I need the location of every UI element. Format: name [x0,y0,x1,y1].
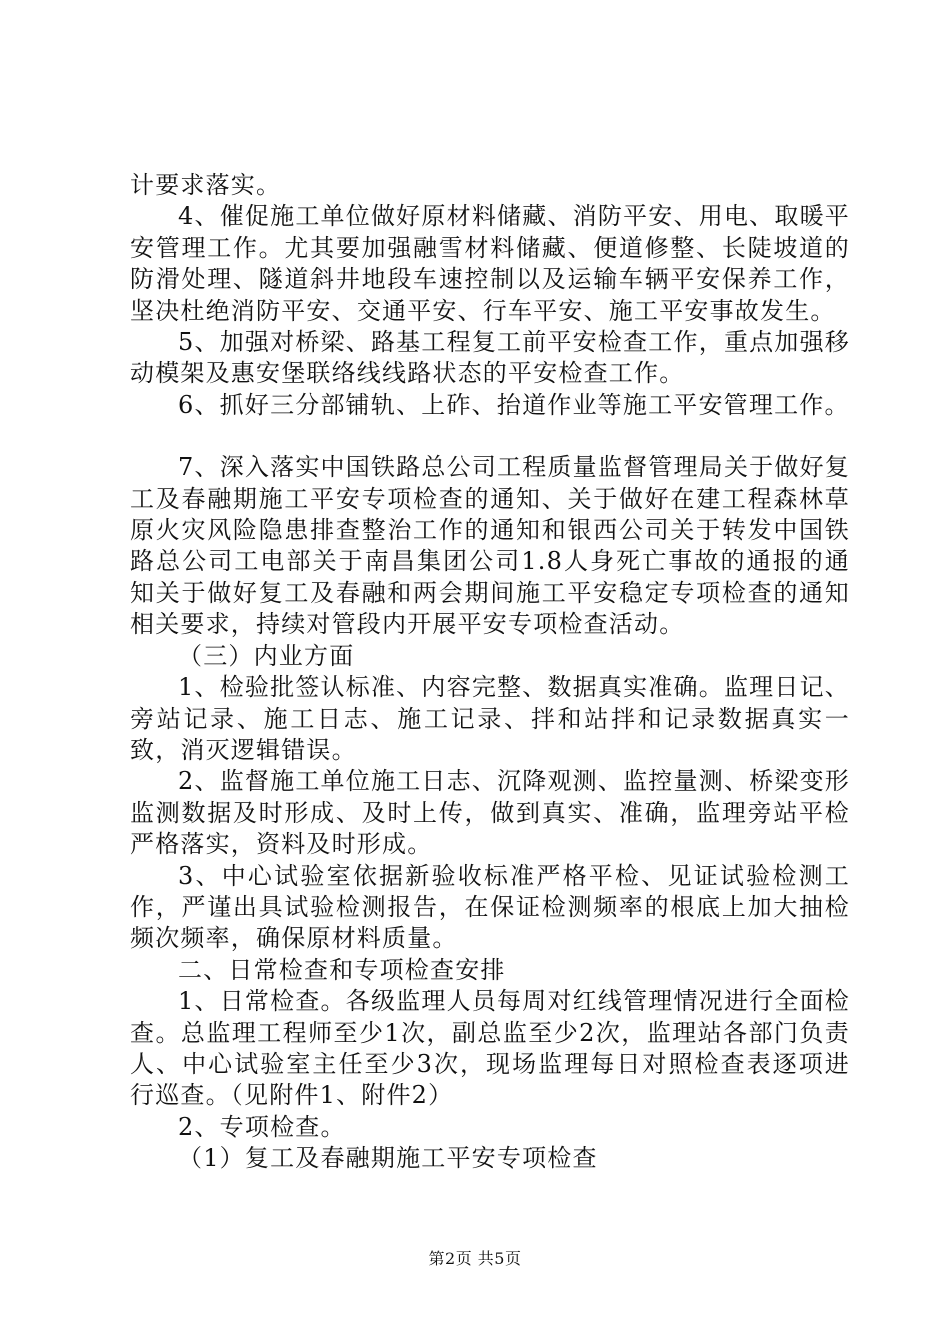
paragraph-item-5: 5、加强对桥梁、路基工程复工前平安检查工作，重点加强移动模架及惠安堡联络线线路状态的平安检查工作。 [130,328,850,388]
paragraph-item-6: 6、抓好三分部铺轨、上砟、抬道作业等施工平安管理工作。 [178,390,850,419]
paragraph-special-inspection: 2、专项检查。 [178,1112,346,1141]
paragraph-special-inspection-1: （1）复工及春融期施工平安专项检查 [178,1144,598,1173]
paragraph-continuation: 计要求落实。 [130,171,282,199]
paragraph-internal-1: 1、检验批签认标准、内容完整、数据真实准确。监理日记、旁站记录、施工日志、施工记录、拌和站拌和记录数据真实一致，消灭逻辑错误。 [130,673,850,764]
paragraph-internal-3: 3、中心试验室依据新验收标准严格平检、见证试验检测工作，严谨出具试验检测报告，在保证检测频率的根底上加大抽检频次频率，确保原材料质量。 [130,861,850,953]
paragraph-item-7: 7、深入落实中国铁路总公司工程质量监督管理局关于做好复工及春融期施工平安专项检查的通知、关于做好在建工程森林草原火灾风险隐患排查整治工作的通知和银西公司关于转发中国铁路总公司工电部关于南昌集团公司1.8人身死亡事故的通报的通知关于做好复工及春融和两会期间施工平安稳定专项检查的通知相关要求，持续对管段内开展平安专项检查活动。 [130,453,850,639]
document-body [130,170,850,1175]
page-number: 第2页 共5页 [428,1249,522,1268]
paragraph-internal-2: 2、监督施工单位施工日志、沉降观测、监控量测、桥梁变形监测数据及时形成、及时上传，做到真实、准确，监理旁站平检严格落实，资料及时形成。 [130,767,850,859]
page-footer [0,1246,950,1269]
section-heading-inspections: 二、日常检查和专项检查安排 [178,955,506,984]
paragraph-item-4: 4、催促施工单位做好原材料储藏、消防平安、用电、取暖平安管理工作。尤其要加强融雪材料储藏、便道修整、长陡坡道的防滑处理、隧道斜井地段车速控制以及运输车辆平安保养工作，坚决杜绝消防平安、交通平安、行车平安、施工平安事故发生。 [130,202,850,325]
section-heading-internal: （三）内业方面 [178,641,355,670]
paragraph-daily-inspection: 1、日常检查。各级监理人员每周对红线管理情况进行全面检查。总监理工程师至少1次，副总监至少2次，监理站各部门负责人、中心试验室主任至少3次，现场监理每日对照检查表逐项进行巡查。（见附件1、附件2） [130,987,850,1110]
